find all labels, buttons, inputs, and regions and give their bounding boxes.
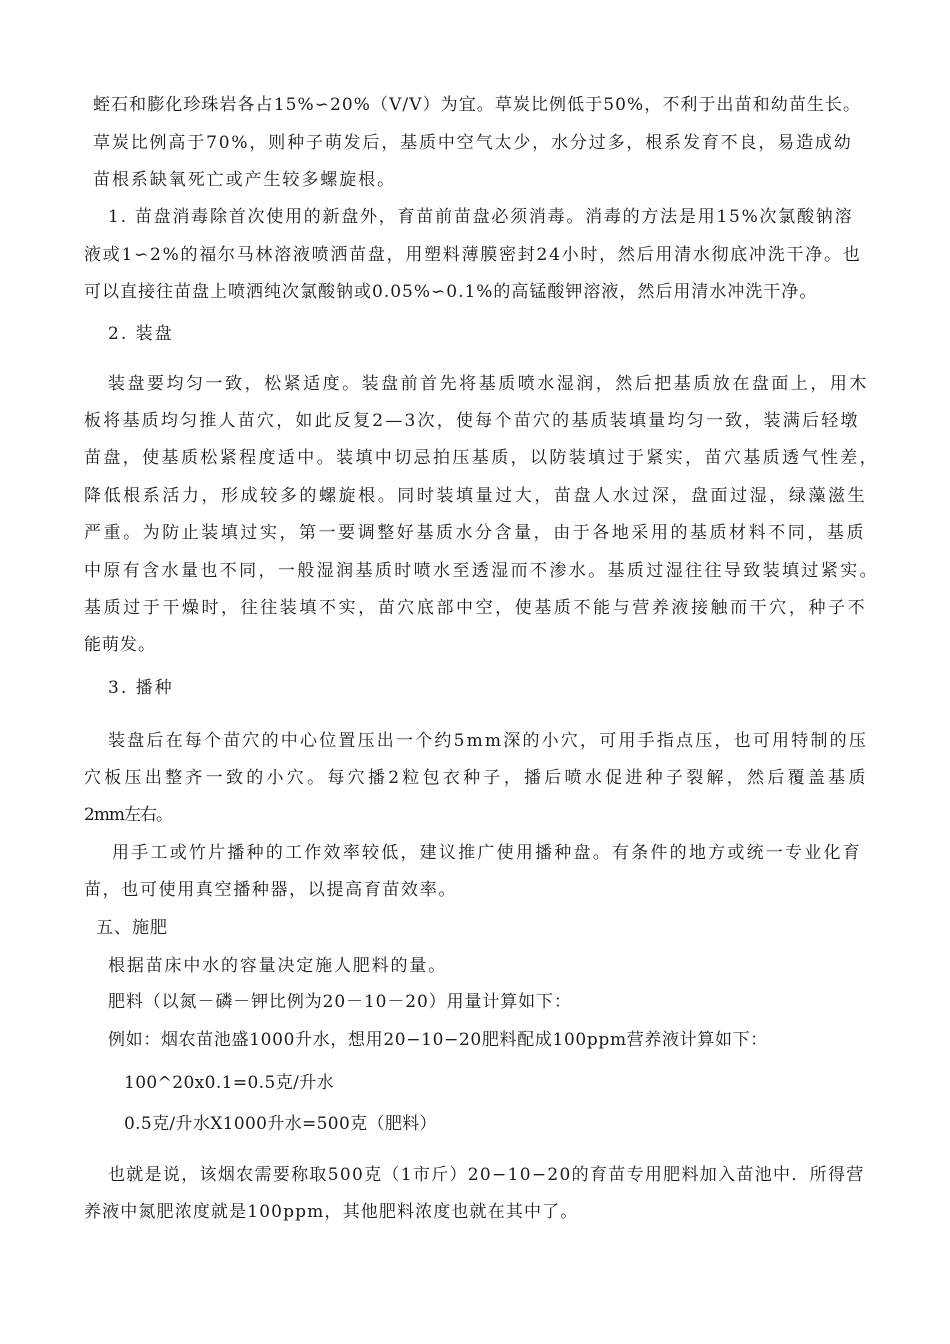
text-line: 装盘要均匀一致，松紧适度。装盘前首先将基质喷水湿润，然后把基质放在盘面上，用木	[108, 374, 869, 394]
text-line: 装盘后在每个苗穴的中心位置压出一个约5mm深的小穴，可用手指点压，也可用特制的压	[108, 731, 869, 751]
text-line: 2mm左右。	[84, 805, 173, 825]
text-line: 根据苗床中水的容量决定施人肥料的量。	[108, 956, 447, 976]
section-heading: 2. 装盘	[108, 324, 174, 344]
section-heading: 五、施肥	[96, 918, 168, 938]
section-heading: 3. 播种	[108, 678, 174, 698]
text-line: 苗盘，使基质松紧程度适中。装填中切忌拍压基质，以防装填过于紧实，苗穴基质透气性差，	[84, 448, 879, 468]
text-line: 苗，也可使用真空播种器，以提高育苗效率。	[84, 880, 457, 900]
text-line: 用手工或竹片播种的工作效率较低，建议推广使用播种盘。有条件的地方或统一专业化育	[112, 843, 862, 863]
text-line: 养液中氮肥浓度就是100ppm，其他肥料浓度也就在其中了。	[84, 1202, 579, 1222]
text-line: 降低根系活力，形成较多的螺旋根。同时装填量过大，苗盘人水过深，盘面过湿，绿藻滋生	[84, 486, 868, 506]
text-line: 例如：烟农苗池盛1000升水，想用20−10−20肥料配成100ppm营养液计算如下：	[108, 1030, 768, 1050]
text-line: 液或1∽2%的福尔马林溶液喷洒苗盘，用塑料薄膜密封24小时，然后用清水彻底冲洗干净。也	[84, 245, 862, 265]
text-line: 能萌发。	[84, 635, 156, 655]
text-line: 可以直接往苗盘上喷洒纯次氯酸钠或0.05%∽0.1%的高锰酸钾溶液，然后用清水冲洗干净。	[84, 282, 818, 302]
text-line: 基质过于干燥时，往往装填不实，苗穴底部中空，使基质不能与营养液接触而干穴，种子不	[84, 598, 868, 618]
text-line: 中原有含水量也不同，一般湿润基质时喷水至透湿而不渗水。基质过湿往往导致装填过紧实。	[84, 561, 879, 581]
text-line: 穴板压出整齐一致的小穴。每穴播2粒包衣种子，播后喷水促进种子裂解，然后覆盖基质	[84, 768, 869, 788]
text-line: 草炭比例高于70%，则种子萌发后，基质中空气太少，水分过多，根系发育不良，易造成幼	[93, 133, 853, 153]
text-line: 蛭石和膨化珍珠岩各占15%∽20%（V/V）为宜。草炭比例低于50%，不利于出苗和幼苗生长。	[93, 95, 862, 115]
text-line: 肥料（以氮－磷－钾比例为20－10－20）用量计算如下：	[108, 992, 572, 1012]
formula-line: 100^20x0.1=0.5克/升水	[124, 1073, 334, 1093]
text-line: 也就是说，该烟农需要称取500克（1市斤）20−10−20的育苗专用肥料加入苗池中．所得营	[108, 1165, 865, 1185]
text-line: 苗根系缺氧死亡或产生较多螺旋根。	[93, 170, 397, 190]
text-line: 板将基质均匀推人苗穴，如此反复2—3次，使每个苗穴的基质装填量均匀一致，装满后轻墩	[84, 411, 860, 431]
text-line: 1. 苗盘消毒除首次使用的新盘外，育苗前苗盘必须消毒。消毒的方法是用15%次氯酸钠溶	[108, 207, 854, 227]
formula-line: 0.5克/升水X1000升水=500克（肥料）	[124, 1114, 437, 1134]
text-line: 严重。为防止装填过实，第一要调整好基质水分含量，由于各地采用的基质材料不同，基质	[84, 523, 866, 543]
